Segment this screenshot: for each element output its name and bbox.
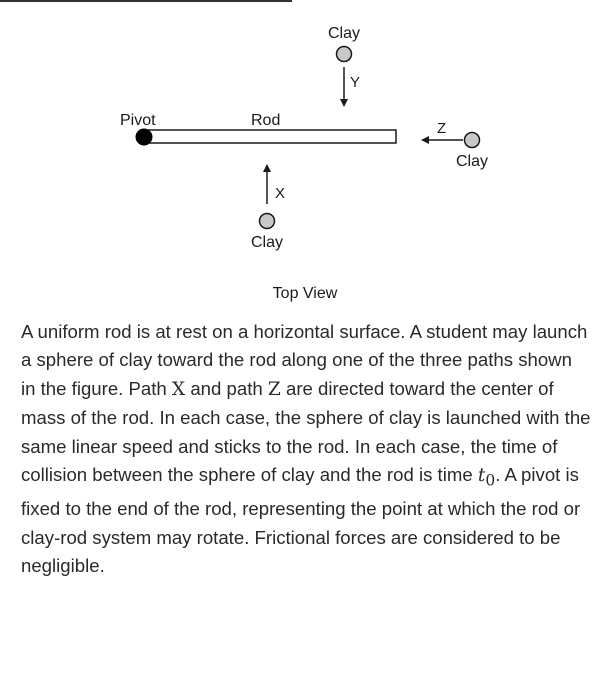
time-subscript: 0 [485, 471, 496, 490]
problem-text-part-3: are directed toward the center of mass of the rod. In each case, the sphere of clay is launched with the same linear speed and sticks to the rod. In each case, the time of collision between the sphere of clay and the rod is time [21, 377, 591, 486]
problem-text-part-2: and path [185, 377, 268, 399]
time-symbol: t [477, 465, 486, 487]
clay-sphere-top [337, 47, 352, 62]
clay-sphere-right [465, 133, 480, 148]
clay-right-label: Clay [455, 153, 489, 170]
rod [144, 130, 396, 143]
clay-top-label: Clay [327, 25, 361, 42]
path-z-label: Z [437, 120, 447, 137]
pivot-label: Pivot [120, 112, 156, 129]
path-x-symbol: X [171, 378, 186, 400]
pivot-point [136, 129, 153, 146]
problem-text [21, 318, 591, 580]
path-z-symbol: Z [267, 378, 281, 400]
clay-sphere-bottom [260, 214, 275, 229]
path-y-label: Y [350, 74, 361, 91]
problem-text-part-4: . A pivot is fixed to the end of the rod, representing the point at which the rod or clay-rod system may rotate. Frictional forces are considered to be negligible. [21, 464, 581, 576]
problem-text-part-1: A uniform rod is at rest on a horizontal surface. A student may launch a sphere of clay toward the rod along one of the three paths shown in the figure. Path [21, 321, 588, 399]
path-x-label: X [275, 185, 286, 202]
clay-bottom-label: Clay [250, 234, 284, 251]
rod-label: Rod [251, 112, 281, 129]
rod-clay-figure [0, 0, 612, 310]
figure-caption: Top View [272, 285, 338, 302]
